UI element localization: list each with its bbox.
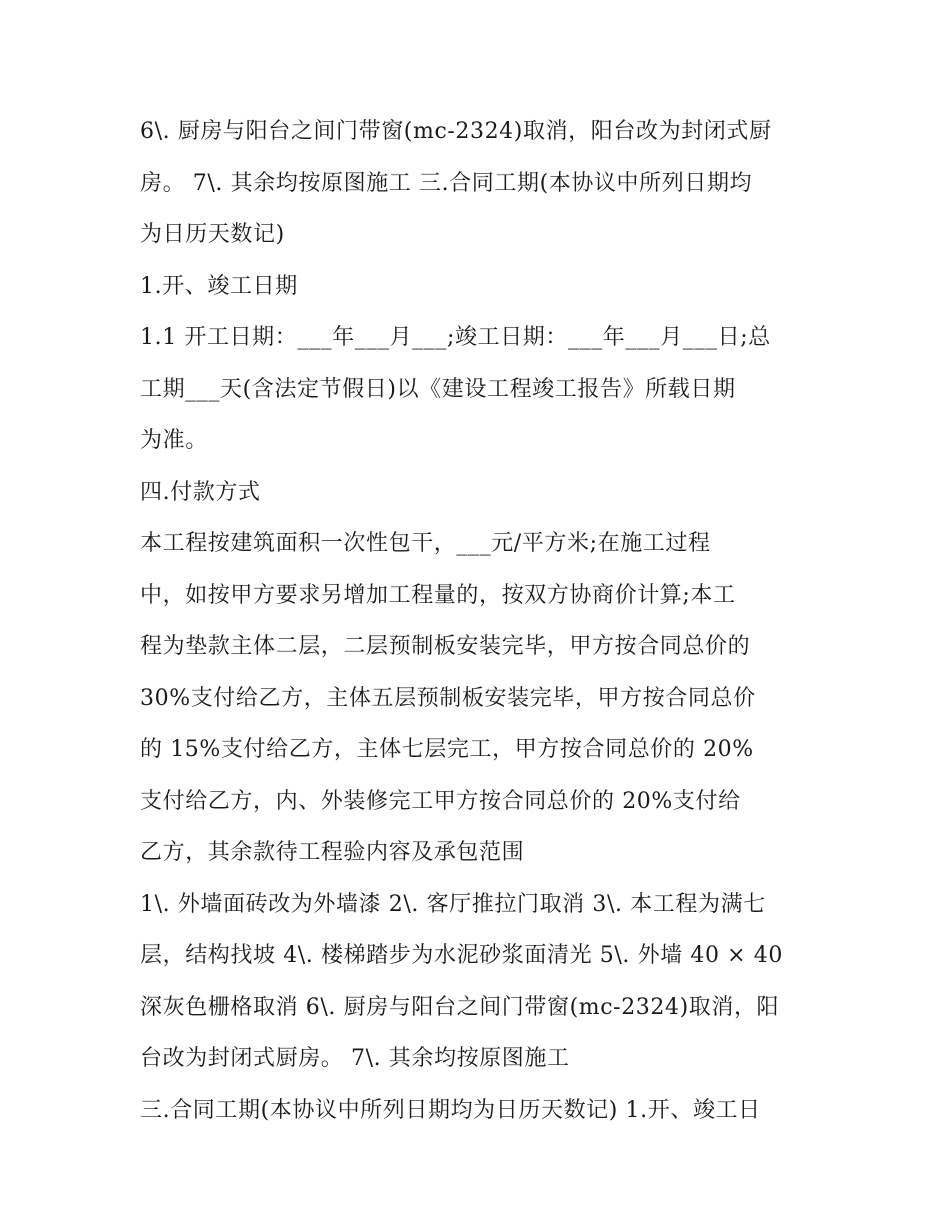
text-line: 层，结构找坡 4\. 楼梯踏步为水泥砂浆面清光 5\. 外墙 40 × 40 — [140, 943, 783, 968]
text-line: 1.1 开工日期：___年___月___;竣工日期：___年___月___日;总 — [140, 325, 771, 350]
text-line: 工期___天(含法定节假日)以《建设工程竣工报告》所载日期 — [140, 376, 736, 402]
text-line: 乙方，其余款待工程验内容及承包范围 — [140, 840, 525, 865]
text-line: 的 15%支付给乙方，主体七层完工，甲方按合同总价的 20% — [140, 737, 754, 762]
text-line: 深灰色栅格取消 6\. 厨房与阳台之间门带窗(mc-2324)取消，阳 — [140, 994, 780, 1020]
text-line: 为准。 — [140, 428, 208, 453]
text-line: 30%支付给乙方，主体五层预制板安装完毕，甲方按合同总价 — [140, 685, 756, 711]
text-line: 6\. 厨房与阳台之间门带窗(mc-2324)取消，阳台改为封闭式厨 — [140, 119, 772, 144]
text-line: 三.合同工期(本协议中所列日期均为日历天数记) 1.开、竣工日 — [140, 1097, 761, 1123]
text-line: 程为垫款主体二层，二层预制板安装完毕，甲方按合同总价的 — [140, 634, 751, 659]
text-line: 中，如按甲方要求另增加工程量的，按双方协商价计算;本工 — [140, 582, 736, 608]
section-heading: 四.付款方式 — [140, 479, 261, 505]
document-page — [140, 106, 820, 1136]
text-line: 本工程按建筑面积一次性包干，___元/平方米;在施工过程 — [140, 531, 711, 556]
section-heading: 1.开、竣工日期 — [140, 273, 298, 299]
text-line: 台改为封闭式厨房。 7\. 其余均按原图施工 — [140, 1046, 570, 1071]
text-line: 1\. 外墙面砖改为外墙漆 2\. 客厅推拉门取消 3\. 本工程为满七 — [140, 891, 766, 917]
text-line: 支付给乙方，内、外装修完工甲方按合同总价的 20%支付给 — [140, 788, 741, 814]
text-line: 为日历天数记) — [140, 222, 285, 247]
text-line: 房。 7\. 其余均按原图施工 三.合同工期(本协议中所列日期均 — [140, 170, 753, 196]
